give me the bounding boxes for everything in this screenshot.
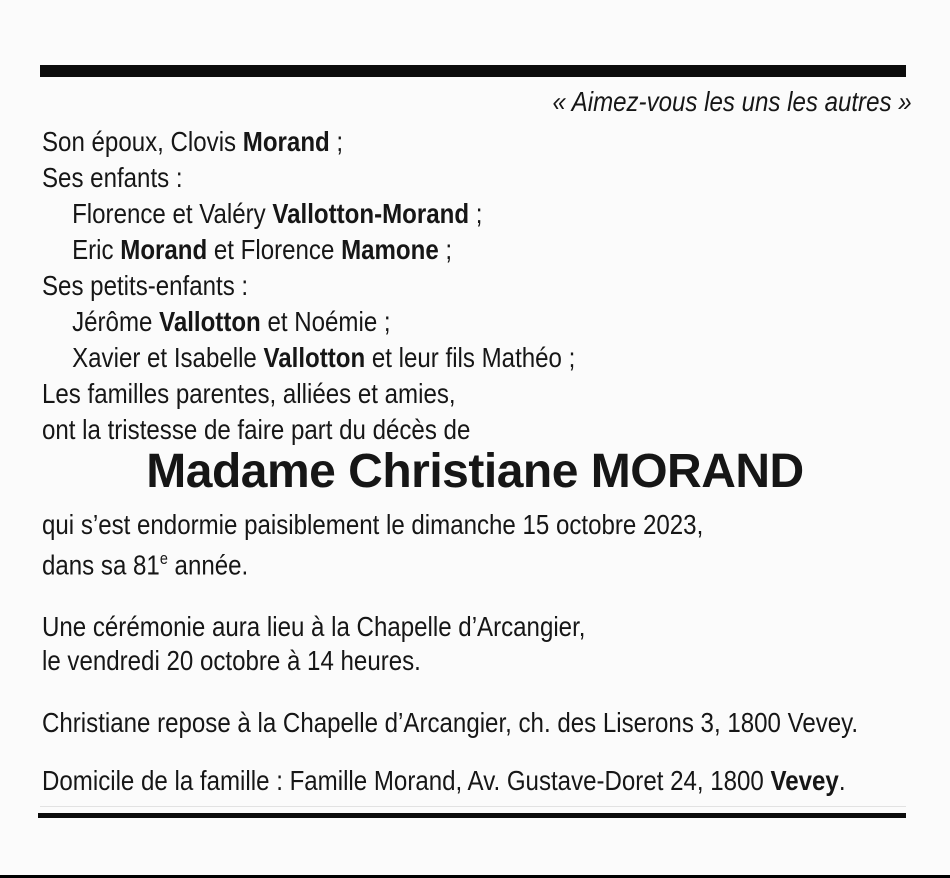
text-segment: Morand <box>120 234 208 265</box>
deceased-name: Madame Christiane MORAND <box>146 445 804 498</box>
text-segment: ; <box>329 126 344 157</box>
family-home-paragraph <box>42 764 846 798</box>
text-segment: dans sa 81 <box>42 549 160 581</box>
ceremony-line <box>42 644 585 678</box>
ceremony-line <box>42 610 585 644</box>
text-segment: Son époux, Clovis <box>42 126 243 157</box>
text-segment: Une cérémonie aura lieu à la Chapelle d’Arcangier, <box>42 611 586 642</box>
death-details-line <box>42 542 703 582</box>
family-line <box>42 124 575 160</box>
text-segment: Jérôme <box>72 306 160 337</box>
text-segment: Domicile de la famille : Famille Morand, Av. Gustave-Doret 24, 1800 <box>42 765 771 796</box>
family-line <box>42 160 575 196</box>
bottom-rule <box>38 813 906 818</box>
family-line <box>42 376 575 412</box>
text-segment: Xavier et Isabelle <box>72 342 264 373</box>
text-segment: Eric <box>72 234 121 265</box>
text-segment: et leur fils Mathéo ; <box>365 342 576 373</box>
text-segment: Florence et Valéry <box>72 198 273 229</box>
top-black-bar <box>40 65 906 77</box>
text-segment: Ses petits-enfants : <box>42 270 249 301</box>
text-segment: ; <box>438 234 453 265</box>
text-segment: e <box>159 549 168 568</box>
family-line <box>42 232 575 268</box>
family-line <box>42 304 575 340</box>
text-segment: Morand <box>242 126 330 157</box>
text-segment: Les familles parentes, alliées et amies, <box>42 378 456 409</box>
text-segment: et Florence <box>207 234 342 265</box>
text-segment: ont la tristesse de faire part du décès de <box>42 414 471 445</box>
text-segment: Vevey <box>770 765 839 796</box>
text-segment: le vendredi 20 octobre à 14 heures. <box>42 645 421 676</box>
family-line <box>42 412 575 448</box>
text-segment: Vallotton-Morand <box>272 198 470 229</box>
text-segment: et Noémie ; <box>260 306 391 337</box>
family-line <box>42 268 575 304</box>
epigraph-quote: « Aimez-vous les uns les autres » <box>552 86 912 117</box>
death-details-paragraph <box>42 508 703 582</box>
text-segment: Ses enfants : <box>42 162 183 193</box>
text-segment: . <box>838 765 846 796</box>
text-segment: Christiane repose à la Chapelle d’Arcangier, ch. des Liserons 3, 1800 Vevey. <box>42 707 859 738</box>
text-segment: Mamone <box>341 234 439 265</box>
family-line <box>42 340 575 376</box>
hairline-above-rule <box>40 806 906 807</box>
family-line <box>42 196 575 232</box>
text-segment: année. <box>167 549 249 581</box>
ceremony-paragraph <box>42 610 585 678</box>
repose-paragraph <box>42 706 858 740</box>
death-details-line <box>42 508 703 542</box>
text-segment: Vallotton <box>159 306 261 337</box>
repose-line <box>42 706 858 740</box>
text-segment: qui s’est endormie paisiblement le dimanche 15 octobre 2023, <box>42 509 704 540</box>
family-home-line <box>42 764 846 798</box>
text-segment: Vallotton <box>263 342 366 373</box>
family-list <box>42 124 575 448</box>
text-segment: ; <box>469 198 483 229</box>
